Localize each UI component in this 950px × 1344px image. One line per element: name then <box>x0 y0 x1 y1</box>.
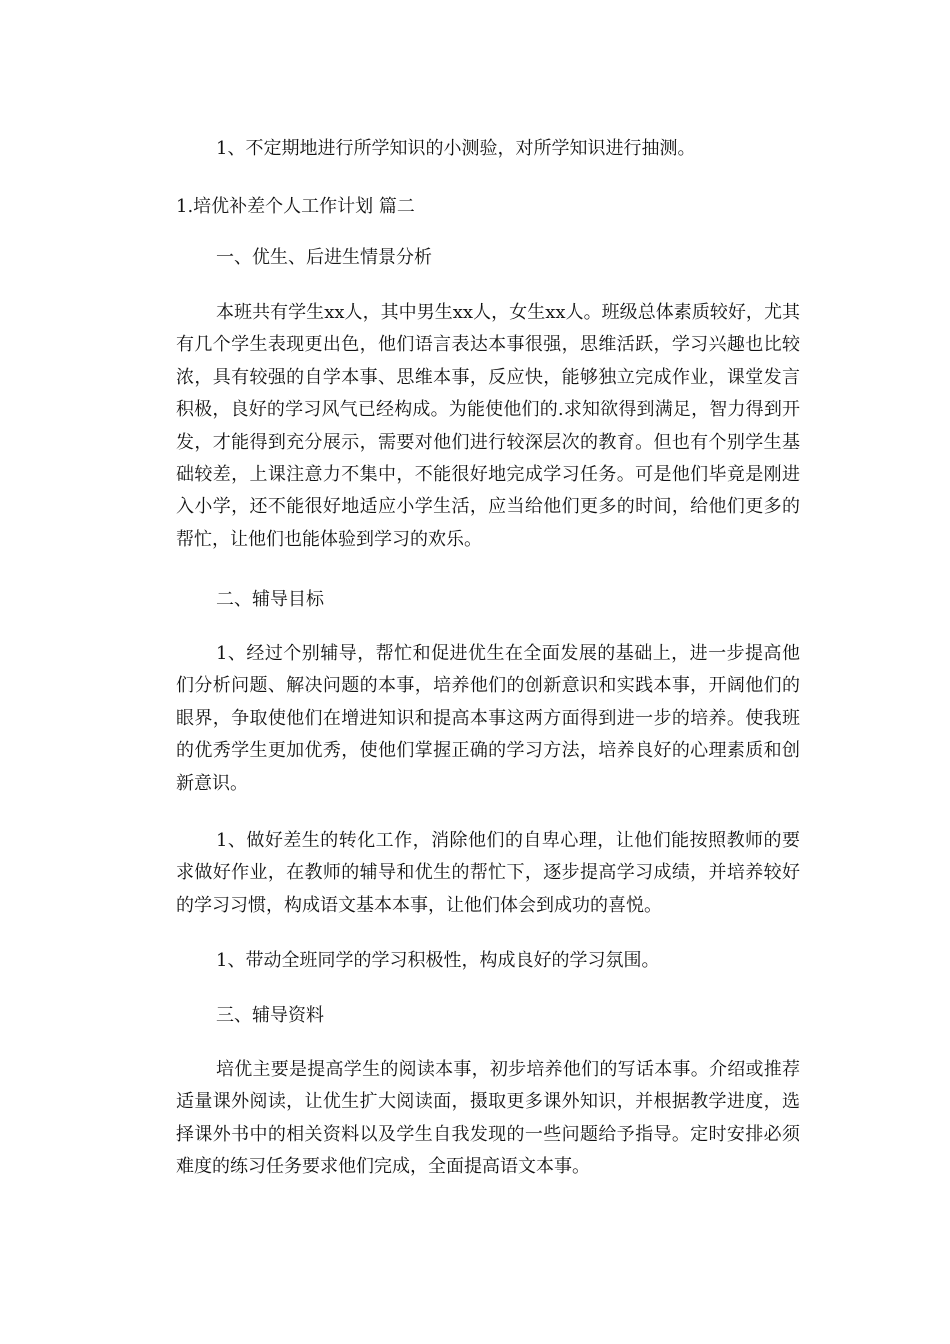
paragraph-goal-top-students: 1、经过个别辅导，帮忙和促进优生在全面发展的基础上，进一步提高他们分析问题、解决问题的本事，培养他们的创新意识和实践本事，开阔他们的眼界，争取使他们在增进知识和提高本事这两方面得到进一步的培养。使我班的优秀学生更加优秀，使他们掌握正确的学习方法，培养良好的心理素质和创新意识。 <box>176 643 800 794</box>
paragraph-materials: 培优主要是提高学生的阅读本事，初步培养他们的写话本事。介绍或推荐适量课外阅读，让优生扩大阅读面，摄取更多课外知识，并根据教学进度，选择课外书中的相关资料以及学生自我发现的一些问题给予指导。定时安排必须难度的练习任务要求他们完成，全面提高语文本事。 <box>176 1059 800 1178</box>
paragraph-class-analysis: 本班共有学生xx人，其中男生xx人，女生xx人。班级总体素质较好，尤其有几个学生表现更出色，他们语言表达本事很强，思维活跃，学习兴趣也比较浓，具有较强的自学本事、思维本事，反应快，能够独立完成作业，课堂发言积极，良好的学习风气已经构成。为能使他们的.求知欲得到满足，智力得到开发，才能得到充分展示，需要对他们进行较深层次的教育。但也有个别学生基础较差，上课注意力不集中，不能很好地完成学习任务。可是他们毕竟是刚进入小学，还不能很好地适应小学生活，应当给他们更多的时间，给他们更多的帮忙，让他们也能体验到学习的欢乐。 <box>176 302 800 550</box>
heading-tutoring-materials: 三、辅导资料 <box>216 1005 324 1026</box>
heading-tutoring-goals: 二、辅导目标 <box>216 589 324 610</box>
paragraph-goal-whole-class: 1、带动全班同学的学习积极性，构成良好的学习氛围。 <box>216 950 660 971</box>
paragraph-goal-weak-students: 1、做好差生的转化工作，消除他们的自卑心理，让他们能按照教师的要求做好作业，在教师的辅导和优生的帮忙下，逐步提高学习成绩，并培养较好的学习习惯，构成语文基本本事，让他们体会到成功的喜悦。 <box>176 830 800 916</box>
paragraph-quiz-note: 1、不定期地进行所学知识的小测验，对所学知识进行抽测。 <box>216 138 696 159</box>
section-title: 1.培优补差个人工作计划 篇二 <box>176 196 415 217</box>
heading-situation-analysis: 一、优生、后进生情景分析 <box>216 247 432 268</box>
